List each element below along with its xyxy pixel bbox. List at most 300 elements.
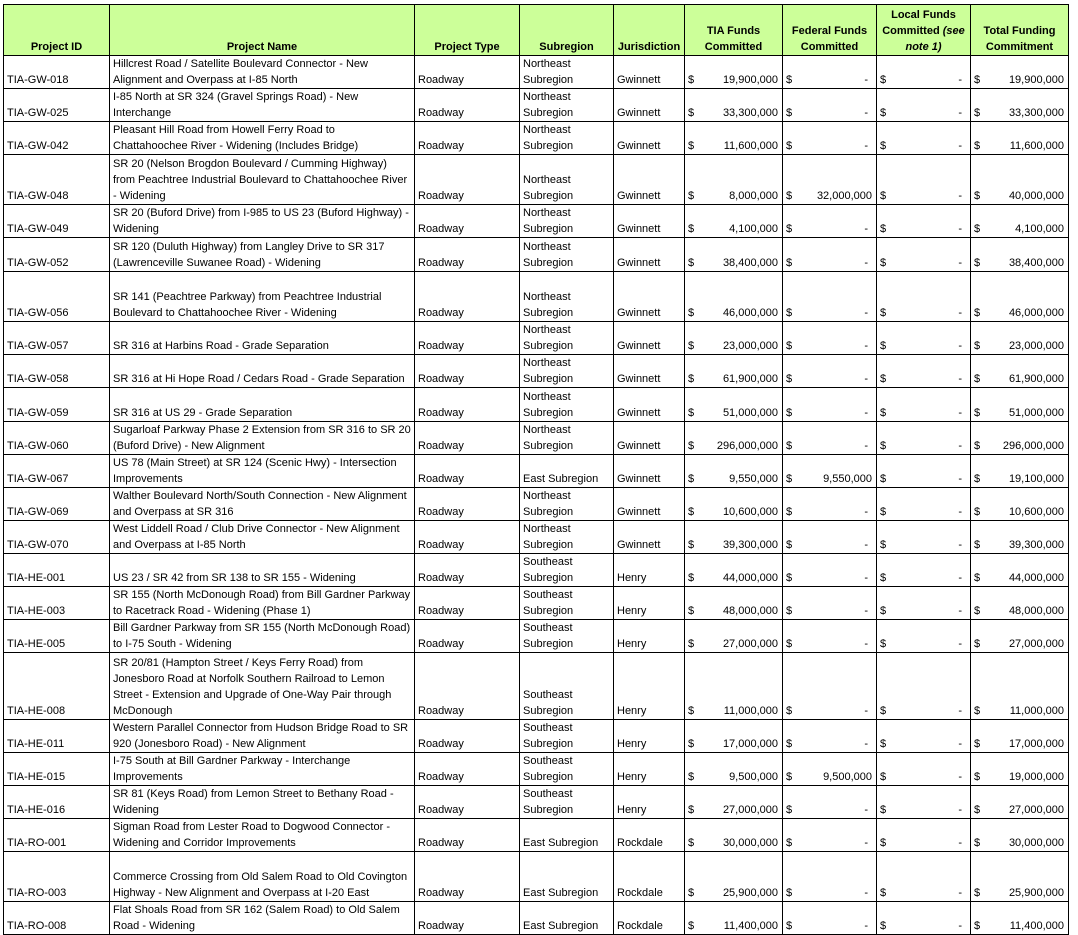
table-row	[4, 205, 1069, 238]
cell-total-funding-wrap	[973, 603, 1066, 619]
currency-symbol: $	[974, 738, 981, 750]
cell-federal-funds	[783, 521, 877, 554]
cell-project-type: Roadway	[415, 56, 520, 89]
cell-tia-funds-wrap	[687, 471, 780, 487]
cell-local-funds-value: -	[958, 140, 962, 152]
cell-project-id: TIA-GW-018	[4, 56, 110, 89]
cell-tia-funds	[685, 388, 783, 422]
currency-symbol: $	[688, 771, 695, 783]
cell-local-funds	[877, 205, 971, 238]
cell-federal-funds-value: -	[864, 638, 868, 650]
cell-federal-funds-wrap	[785, 537, 874, 553]
cell-total-funding	[971, 422, 1069, 455]
cell-subregion: Northeast Subregion	[520, 388, 614, 422]
cell-total-funding-value: 27,000,000	[1008, 804, 1064, 816]
cell-local-funds-wrap	[879, 636, 968, 652]
cell-federal-funds-value: 9,500,000	[823, 771, 872, 783]
cell-project-name: Walther Boulevard North/South Connection - New Alignment and Overpass at SR 316	[110, 488, 415, 521]
cell-tia-funds-value: 4,100,000	[729, 223, 778, 235]
cell-tia-funds-value: 44,000,000	[722, 572, 778, 584]
cell-federal-funds-wrap	[785, 188, 874, 204]
cell-federal-funds	[783, 89, 877, 122]
cell-local-funds-value: -	[958, 738, 962, 750]
cell-local-funds	[877, 322, 971, 355]
cell-federal-funds	[783, 620, 877, 653]
cell-local-funds-wrap	[879, 570, 968, 586]
header-local-funds-main: Local Funds Committed	[882, 9, 956, 37]
cell-tia-funds-value: 11,600,000	[723, 140, 778, 152]
cell-local-funds	[877, 620, 971, 653]
cell-total-funding-wrap	[973, 835, 1066, 851]
currency-symbol: $	[880, 340, 887, 352]
cell-local-funds-value: -	[958, 440, 962, 452]
cell-federal-funds-value: -	[864, 223, 868, 235]
cell-total-funding-value: 10,600,000	[1008, 506, 1064, 518]
cell-tia-funds-value: 11,000,000	[723, 705, 778, 717]
cell-local-funds-wrap	[879, 405, 968, 421]
currency-symbol: $	[974, 705, 981, 717]
currency-symbol: $	[880, 307, 887, 319]
currency-symbol: $	[880, 605, 887, 617]
cell-local-funds	[877, 455, 971, 488]
cell-federal-funds-value: -	[864, 837, 868, 849]
cell-project-type: Roadway	[415, 89, 520, 122]
cell-local-funds-value: -	[958, 340, 962, 352]
currency-symbol: $	[974, 837, 981, 849]
cell-local-funds-wrap	[879, 188, 968, 204]
cell-local-funds	[877, 56, 971, 89]
cell-project-name: US 23 / SR 42 from SR 138 to SR 155 - Widening	[110, 554, 415, 587]
cell-jurisdiction: Henry	[614, 620, 685, 653]
cell-local-funds	[877, 422, 971, 455]
cell-total-funding-wrap	[973, 802, 1066, 818]
cell-jurisdiction: Henry	[614, 720, 685, 753]
currency-symbol: $	[974, 920, 981, 932]
cell-project-name: Flat Shoals Road from SR 162 (Salem Road) to Old Salem Road - Widening	[110, 902, 415, 935]
cell-local-funds	[877, 155, 971, 205]
cell-project-name: US 78 (Main Street) at SR 124 (Scenic Hwy) - Intersection Improvements	[110, 455, 415, 488]
currency-symbol: $	[880, 257, 887, 269]
funding-table	[3, 4, 1069, 935]
cell-tia-funds-wrap	[687, 835, 780, 851]
table-row	[4, 322, 1069, 355]
currency-symbol: $	[688, 190, 695, 202]
cell-total-funding	[971, 322, 1069, 355]
cell-local-funds-wrap	[879, 504, 968, 520]
cell-total-funding	[971, 272, 1069, 322]
cell-local-funds	[877, 753, 971, 786]
cell-federal-funds-wrap	[785, 835, 874, 851]
cell-project-id: TIA-HE-001	[4, 554, 110, 587]
currency-symbol: $	[786, 605, 793, 617]
table-row	[4, 587, 1069, 620]
cell-local-funds	[877, 720, 971, 753]
cell-jurisdiction: Gwinnett	[614, 122, 685, 155]
cell-subregion: Northeast Subregion	[520, 322, 614, 355]
cell-jurisdiction: Henry	[614, 753, 685, 786]
cell-federal-funds	[783, 852, 877, 902]
cell-tia-funds-wrap	[687, 537, 780, 553]
cell-subregion: Northeast Subregion	[520, 272, 614, 322]
table-row	[4, 422, 1069, 455]
cell-project-id: TIA-GW-058	[4, 355, 110, 388]
cell-tia-funds-value: 19,900,000	[722, 74, 778, 86]
cell-federal-funds	[783, 205, 877, 238]
cell-tia-funds-value: 48,000,000	[722, 605, 778, 617]
cell-total-funding-wrap	[973, 138, 1066, 154]
currency-symbol: $	[786, 140, 793, 152]
cell-federal-funds	[783, 902, 877, 935]
cell-local-funds-value: -	[958, 539, 962, 551]
cell-federal-funds	[783, 322, 877, 355]
currency-symbol: $	[880, 506, 887, 518]
currency-symbol: $	[688, 572, 695, 584]
cell-project-id: TIA-GW-067	[4, 455, 110, 488]
cell-subregion: East Subregion	[520, 852, 614, 902]
cell-total-funding	[971, 89, 1069, 122]
header-project-name: Project Name	[110, 5, 415, 56]
cell-tia-funds	[685, 521, 783, 554]
table-row	[4, 786, 1069, 819]
cell-federal-funds-wrap	[785, 471, 874, 487]
cell-subregion: Northeast Subregion	[520, 122, 614, 155]
cell-tia-funds-wrap	[687, 504, 780, 520]
cell-total-funding-value: 23,000,000	[1008, 340, 1064, 352]
cell-federal-funds	[783, 720, 877, 753]
cell-tia-funds-value: 38,400,000	[722, 257, 778, 269]
currency-symbol: $	[786, 572, 793, 584]
cell-jurisdiction: Rockdale	[614, 819, 685, 852]
cell-tia-funds-wrap	[687, 736, 780, 752]
cell-subregion: East Subregion	[520, 819, 614, 852]
cell-total-funding-value: 40,000,000	[1008, 190, 1064, 202]
cell-tia-funds-wrap	[687, 221, 780, 237]
cell-project-type: Roadway	[415, 786, 520, 819]
currency-symbol: $	[880, 190, 887, 202]
cell-project-name: SR 20 (Buford Drive) from I-985 to US 23 (Buford Highway) - Widening	[110, 205, 415, 238]
cell-total-funding	[971, 620, 1069, 653]
cell-subregion: Northeast Subregion	[520, 521, 614, 554]
cell-federal-funds	[783, 488, 877, 521]
cell-project-id: TIA-RO-001	[4, 819, 110, 852]
currency-symbol: $	[688, 407, 695, 419]
table-row	[4, 521, 1069, 554]
cell-total-funding-value: 44,000,000	[1008, 572, 1064, 584]
cell-project-name: West Liddell Road / Club Drive Connector - New Alignment and Overpass at I-85 North	[110, 521, 415, 554]
currency-symbol: $	[786, 804, 793, 816]
cell-local-funds-value: -	[958, 473, 962, 485]
currency-symbol: $	[688, 140, 695, 152]
cell-tia-funds	[685, 155, 783, 205]
currency-symbol: $	[786, 340, 793, 352]
cell-tia-funds-wrap	[687, 371, 780, 387]
cell-local-funds-value: -	[958, 307, 962, 319]
cell-project-name: SR 81 (Keys Road) from Lemon Street to Bethany Road - Widening	[110, 786, 415, 819]
cell-project-id: TIA-GW-069	[4, 488, 110, 521]
cell-local-funds-value: -	[958, 257, 962, 269]
cell-project-id: TIA-GW-059	[4, 388, 110, 422]
cell-local-funds	[877, 554, 971, 587]
cell-subregion: Northeast Subregion	[520, 355, 614, 388]
cell-subregion: Northeast Subregion	[520, 205, 614, 238]
cell-project-id: TIA-GW-052	[4, 238, 110, 272]
cell-local-funds-wrap	[879, 918, 968, 934]
cell-project-type: Roadway	[415, 122, 520, 155]
currency-symbol: $	[786, 887, 793, 899]
cell-project-type: Roadway	[415, 620, 520, 653]
table-row	[4, 819, 1069, 852]
currency-symbol: $	[786, 837, 793, 849]
cell-total-funding	[971, 488, 1069, 521]
cell-total-funding	[971, 554, 1069, 587]
cell-tia-funds-wrap	[687, 570, 780, 586]
cell-tia-funds-wrap	[687, 305, 780, 321]
currency-symbol: $	[974, 373, 981, 385]
cell-federal-funds-wrap	[785, 802, 874, 818]
cell-project-name: SR 316 at US 29 - Grade Separation	[110, 388, 415, 422]
cell-tia-funds-wrap	[687, 438, 780, 454]
cell-total-funding-wrap	[973, 736, 1066, 752]
cell-tia-funds	[685, 56, 783, 89]
cell-local-funds-value: -	[958, 506, 962, 518]
cell-total-funding-wrap	[973, 885, 1066, 901]
cell-project-name: SR 20 (Nelson Brogdon Boulevard / Cumming Highway) from Peachtree Industrial Boulevard to Chattahoochee River - Widening	[110, 155, 415, 205]
currency-symbol: $	[974, 107, 981, 119]
cell-project-id: TIA-GW-025	[4, 89, 110, 122]
cell-federal-funds-wrap	[785, 504, 874, 520]
cell-jurisdiction: Henry	[614, 786, 685, 819]
cell-total-funding	[971, 902, 1069, 935]
table-row	[4, 388, 1069, 422]
cell-federal-funds-value: -	[864, 920, 868, 932]
currency-symbol: $	[786, 107, 793, 119]
cell-federal-funds-value: -	[864, 738, 868, 750]
currency-symbol: $	[688, 887, 695, 899]
cell-total-funding-value: 296,000,000	[1002, 440, 1064, 452]
cell-jurisdiction: Henry	[614, 587, 685, 620]
cell-project-name: Sigman Road from Lester Road to Dogwood Connector - Widening and Corridor Improvements	[110, 819, 415, 852]
cell-local-funds-value: -	[958, 771, 962, 783]
currency-symbol: $	[974, 605, 981, 617]
cell-jurisdiction: Rockdale	[614, 902, 685, 935]
cell-total-funding-wrap	[973, 221, 1066, 237]
cell-federal-funds	[783, 455, 877, 488]
cell-local-funds-wrap	[879, 802, 968, 818]
cell-jurisdiction: Rockdale	[614, 852, 685, 902]
cell-federal-funds	[783, 388, 877, 422]
cell-project-type: Roadway	[415, 902, 520, 935]
cell-jurisdiction: Gwinnett	[614, 238, 685, 272]
cell-subregion: East Subregion	[520, 902, 614, 935]
cell-federal-funds	[783, 238, 877, 272]
currency-symbol: $	[974, 257, 981, 269]
cell-subregion: Southeast Subregion	[520, 720, 614, 753]
cell-tia-funds	[685, 238, 783, 272]
currency-symbol: $	[974, 473, 981, 485]
cell-project-name: SR 155 (North McDonough Road) from Bill Gardner Parkway to Racetrack Road - Widening (Phase 1)	[110, 587, 415, 620]
currency-symbol: $	[880, 638, 887, 650]
cell-total-funding-value: 51,000,000	[1008, 407, 1064, 419]
cell-federal-funds-wrap	[785, 438, 874, 454]
cell-federal-funds-value: -	[864, 539, 868, 551]
cell-total-funding	[971, 56, 1069, 89]
currency-symbol: $	[688, 307, 695, 319]
cell-local-funds-wrap	[879, 736, 968, 752]
cell-total-funding-wrap	[973, 338, 1066, 354]
cell-project-type: Roadway	[415, 819, 520, 852]
cell-project-name: SR 316 at Harbins Road - Grade Separation	[110, 322, 415, 355]
table-row	[4, 122, 1069, 155]
currency-symbol: $	[688, 440, 695, 452]
cell-local-funds-wrap	[879, 438, 968, 454]
currency-symbol: $	[880, 539, 887, 551]
currency-symbol: $	[786, 539, 793, 551]
cell-total-funding-value: 11,000,000	[1009, 705, 1064, 717]
currency-symbol: $	[688, 74, 695, 86]
cell-tia-funds-wrap	[687, 72, 780, 88]
cell-total-funding-value: 27,000,000	[1008, 638, 1064, 650]
currency-symbol: $	[688, 804, 695, 816]
cell-project-name: SR 120 (Duluth Highway) from Langley Drive to SR 317 (Lawrenceville Suwanee Road) - Widening	[110, 238, 415, 272]
cell-local-funds-wrap	[879, 255, 968, 271]
cell-total-funding-wrap	[973, 188, 1066, 204]
cell-project-type: Roadway	[415, 238, 520, 272]
cell-local-funds-value: -	[958, 223, 962, 235]
cell-project-id: TIA-RO-008	[4, 902, 110, 935]
cell-total-funding	[971, 753, 1069, 786]
cell-total-funding-value: 46,000,000	[1008, 307, 1064, 319]
cell-local-funds-wrap	[879, 885, 968, 901]
cell-tia-funds-wrap	[687, 255, 780, 271]
cell-total-funding-wrap	[973, 504, 1066, 520]
cell-tia-funds	[685, 587, 783, 620]
cell-federal-funds-value: -	[864, 506, 868, 518]
currency-symbol: $	[786, 74, 793, 86]
cell-project-type: Roadway	[415, 753, 520, 786]
cell-federal-funds-wrap	[785, 105, 874, 121]
cell-tia-funds-wrap	[687, 138, 780, 154]
cell-federal-funds	[783, 587, 877, 620]
cell-jurisdiction: Gwinnett	[614, 388, 685, 422]
cell-local-funds-value: -	[958, 107, 962, 119]
cell-local-funds-value: -	[958, 605, 962, 617]
header-row	[4, 5, 1069, 56]
table-row	[4, 56, 1069, 89]
cell-total-funding-value: 30,000,000	[1008, 837, 1064, 849]
cell-total-funding-wrap	[973, 405, 1066, 421]
cell-project-type: Roadway	[415, 205, 520, 238]
cell-tia-funds-value: 8,000,000	[729, 190, 778, 202]
cell-local-funds-value: -	[958, 920, 962, 932]
cell-federal-funds	[783, 355, 877, 388]
cell-tia-funds-value: 39,300,000	[722, 539, 778, 551]
cell-federal-funds-wrap	[785, 255, 874, 271]
cell-federal-funds-value: -	[864, 340, 868, 352]
cell-local-funds	[877, 238, 971, 272]
cell-total-funding	[971, 122, 1069, 155]
cell-project-id: TIA-HE-003	[4, 587, 110, 620]
cell-tia-funds-wrap	[687, 105, 780, 121]
cell-project-type: Roadway	[415, 272, 520, 322]
currency-symbol: $	[880, 920, 887, 932]
cell-local-funds-value: -	[958, 572, 962, 584]
cell-tia-funds-wrap	[687, 918, 780, 934]
cell-total-funding	[971, 205, 1069, 238]
cell-local-funds-wrap	[879, 221, 968, 237]
cell-local-funds-value: -	[958, 373, 962, 385]
table-row	[4, 272, 1069, 322]
cell-federal-funds-value: -	[864, 107, 868, 119]
cell-subregion: Northeast Subregion	[520, 155, 614, 205]
header-federal-funds: Federal Funds Committed	[783, 5, 877, 56]
cell-jurisdiction: Gwinnett	[614, 322, 685, 355]
cell-federal-funds-value: 32,000,000	[816, 190, 872, 202]
cell-project-id: TIA-HE-016	[4, 786, 110, 819]
currency-symbol: $	[688, 473, 695, 485]
cell-federal-funds-wrap	[785, 703, 874, 719]
currency-symbol: $	[974, 223, 981, 235]
cell-tia-funds-value: 51,000,000	[722, 407, 778, 419]
cell-project-id: TIA-RO-003	[4, 852, 110, 902]
cell-local-funds	[877, 122, 971, 155]
cell-tia-funds	[685, 620, 783, 653]
cell-project-id: TIA-HE-008	[4, 653, 110, 720]
cell-federal-funds-value: -	[864, 605, 868, 617]
cell-total-funding-wrap	[973, 105, 1066, 121]
cell-project-name: SR 141 (Peachtree Parkway) from Peachtree Industrial Boulevard to Chattahoochee River - Widening	[110, 272, 415, 322]
cell-tia-funds-value: 61,900,000	[722, 373, 778, 385]
cell-local-funds-wrap	[879, 603, 968, 619]
cell-tia-funds	[685, 852, 783, 902]
header-project-id: Project ID	[4, 5, 110, 56]
cell-total-funding-value: 19,000,000	[1008, 771, 1064, 783]
table-row	[4, 455, 1069, 488]
cell-federal-funds-wrap	[785, 405, 874, 421]
currency-symbol: $	[880, 74, 887, 86]
cell-local-funds-wrap	[879, 305, 968, 321]
cell-federal-funds-value: -	[864, 373, 868, 385]
currency-symbol: $	[786, 738, 793, 750]
currency-symbol: $	[974, 572, 981, 584]
cell-tia-funds	[685, 422, 783, 455]
cell-tia-funds	[685, 753, 783, 786]
cell-subregion: Southeast Subregion	[520, 554, 614, 587]
cell-federal-funds-wrap	[785, 338, 874, 354]
currency-symbol: $	[880, 887, 887, 899]
currency-symbol: $	[974, 190, 981, 202]
cell-federal-funds	[783, 272, 877, 322]
cell-total-funding-value: 25,900,000	[1008, 887, 1064, 899]
currency-symbol: $	[880, 837, 887, 849]
cell-project-id: TIA-HE-005	[4, 620, 110, 653]
cell-federal-funds-value: -	[864, 74, 868, 86]
cell-project-type: Roadway	[415, 155, 520, 205]
cell-federal-funds-value: -	[864, 705, 868, 717]
cell-project-name: I-85 North at SR 324 (Gravel Springs Road) - New Interchange	[110, 89, 415, 122]
cell-total-funding-value: 48,000,000	[1008, 605, 1064, 617]
cell-federal-funds-wrap	[785, 603, 874, 619]
cell-total-funding-wrap	[973, 305, 1066, 321]
table-row	[4, 902, 1069, 935]
currency-symbol: $	[688, 257, 695, 269]
cell-subregion: Southeast Subregion	[520, 587, 614, 620]
cell-jurisdiction: Henry	[614, 554, 685, 587]
cell-local-funds-wrap	[879, 72, 968, 88]
cell-total-funding-wrap	[973, 769, 1066, 785]
currency-symbol: $	[880, 373, 887, 385]
cell-tia-funds-wrap	[687, 338, 780, 354]
cell-federal-funds-wrap	[785, 736, 874, 752]
